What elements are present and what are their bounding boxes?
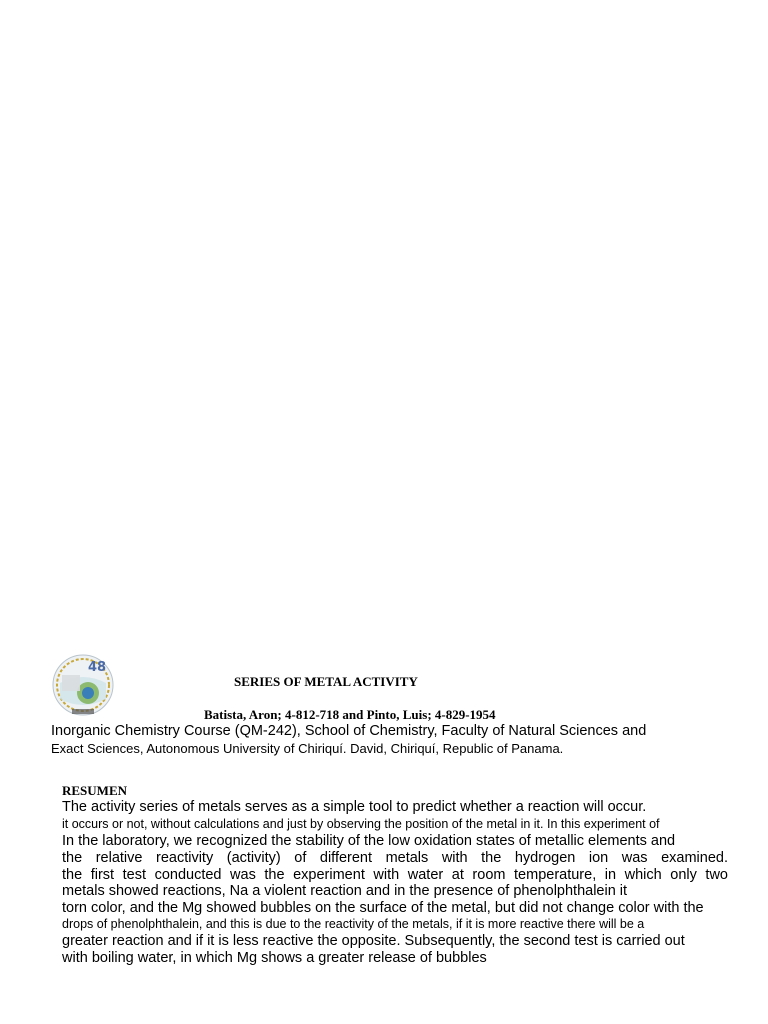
abstract-line: In the laboratory, we recognized the stability of the low oxidation states of metallic elements and: [62, 833, 676, 849]
abstract-line: drops of phenolphthalein, and this is due to the reactivity of the metals, if it is more reactive there will be a: [62, 917, 645, 931]
abstract-line: torn color, and the Mg showed bubbles on the surface of the metal, but did not change color with the: [62, 900, 704, 916]
abstract-line: the first test conducted was the experiment with water at room temperature, in which only two: [62, 867, 728, 883]
abstract-heading: RESUMEN: [62, 783, 128, 798]
abstract-line: with boiling water, in which Mg shows a greater release of bubbles: [62, 950, 487, 966]
abstract-line: metals showed reactions, Na a violent reaction and in the presence of phenolphthalein it: [62, 883, 628, 899]
affiliation-line-1: Inorganic Chemistry Course (QM-242), School of Chemistry, Faculty of Natural Sciences and: [51, 723, 647, 739]
abstract-line: greater reaction and if it is less reactive the opposite. Subsequently, the second test is carried out: [62, 933, 685, 949]
logo-text: 48: [88, 660, 107, 675]
abstract-line: it occurs or not, without calculations and just by observing the position of the metal in it. In this experiment of: [62, 817, 660, 831]
abstract-line: The activity series of metals serves as a simple tool to predict whether a reaction will occur.: [62, 799, 647, 815]
university-logo: [52, 653, 114, 717]
document-title: SERIES OF METAL ACTIVITY: [234, 674, 418, 689]
abstract-line: the relative reactivity (activity) of different metals with the hydrogen ion was examined.: [62, 850, 728, 866]
affiliation-line-2: Exact Sciences, Autonomous University of Chiriquí. David, Chiriquí, Republic of Panama.: [51, 741, 564, 756]
authors-line: Batista, Aron; 4-812-718 and Pinto, Luis; 4-829-1954: [204, 707, 496, 722]
